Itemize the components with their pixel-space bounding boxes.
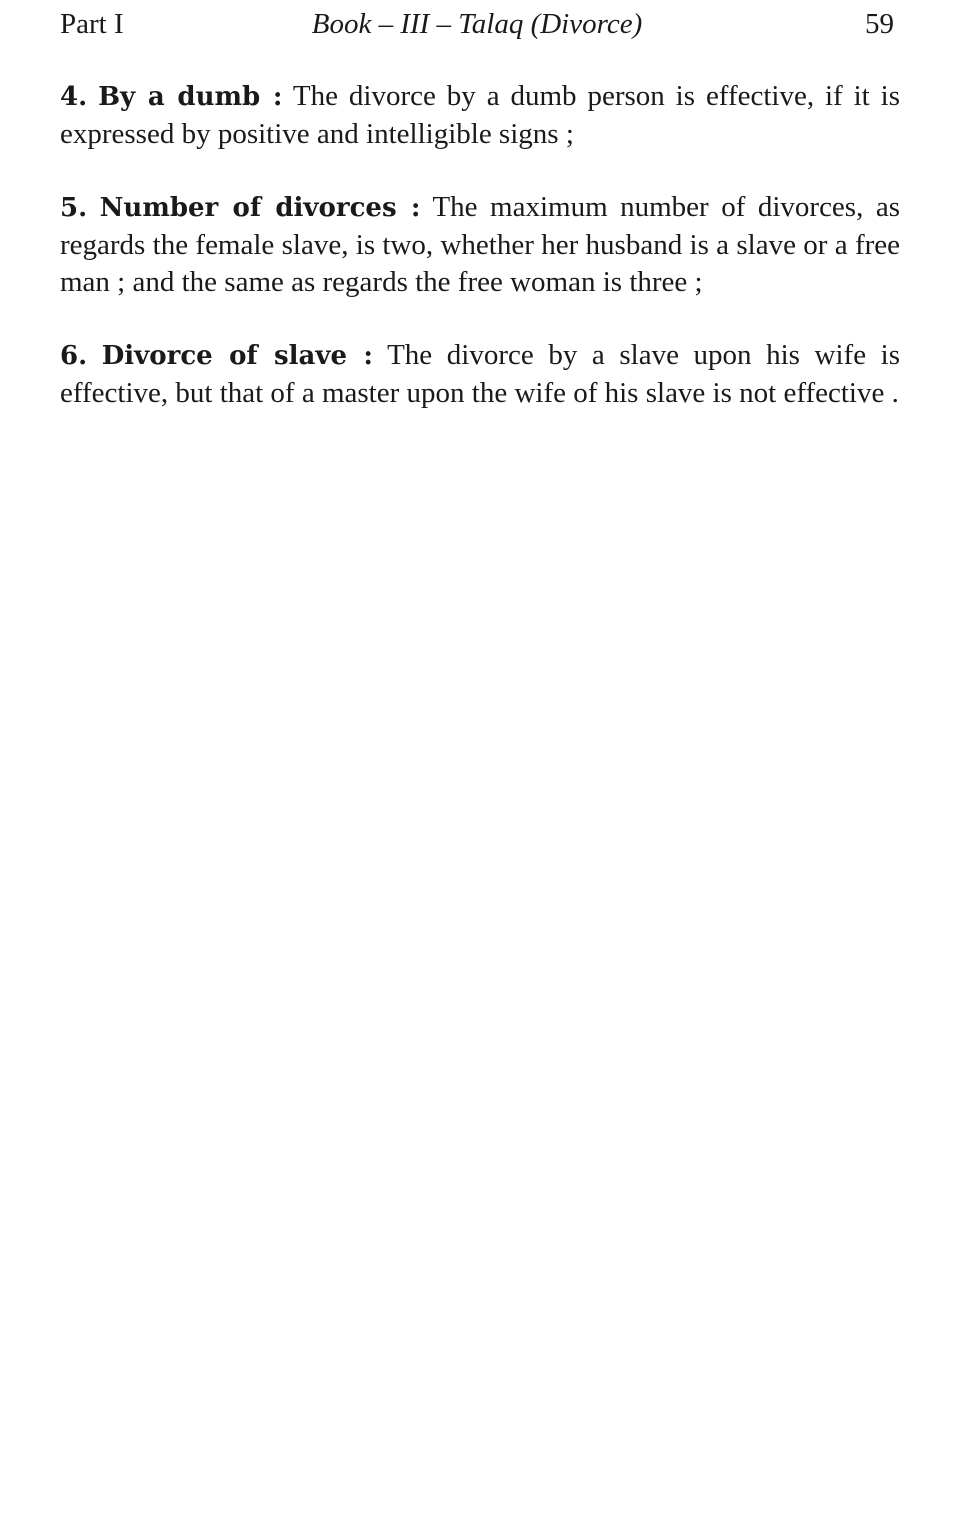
section-text: The divorce by a dumb person is effective, if it is expressed by positive and intelligible signs ; [60, 80, 900, 150]
page-body [60, 78, 900, 448]
section-text: The divorce by a slave upon his wife is effective, but that of a master upon the wife of his slave is not effective . [60, 339, 901, 409]
section-heading: Number of divorces : [99, 193, 421, 223]
running-header [60, 4, 894, 44]
section-heading: By a dumb : [98, 82, 283, 112]
section-heading: Divorce of slave : [101, 341, 374, 371]
page-number: 59 [865, 8, 894, 40]
header-book-title: Book – III – Talaq (Divorce) [311, 8, 643, 40]
section-number: 6. [60, 341, 88, 371]
section-number: 4. [60, 82, 88, 112]
section-by-a-dumb [60, 78, 900, 153]
section-divorce-of-slave [60, 337, 900, 412]
header-part-label: Part I [60, 8, 124, 40]
section-text: The maximum number of divorces, as regards the female slave, is two, whether her husband is a slave or a free man ; and the same as regards the free woman is three ; [60, 191, 900, 298]
section-number: 5. [60, 193, 88, 223]
section-number-of-divorces [60, 189, 900, 301]
